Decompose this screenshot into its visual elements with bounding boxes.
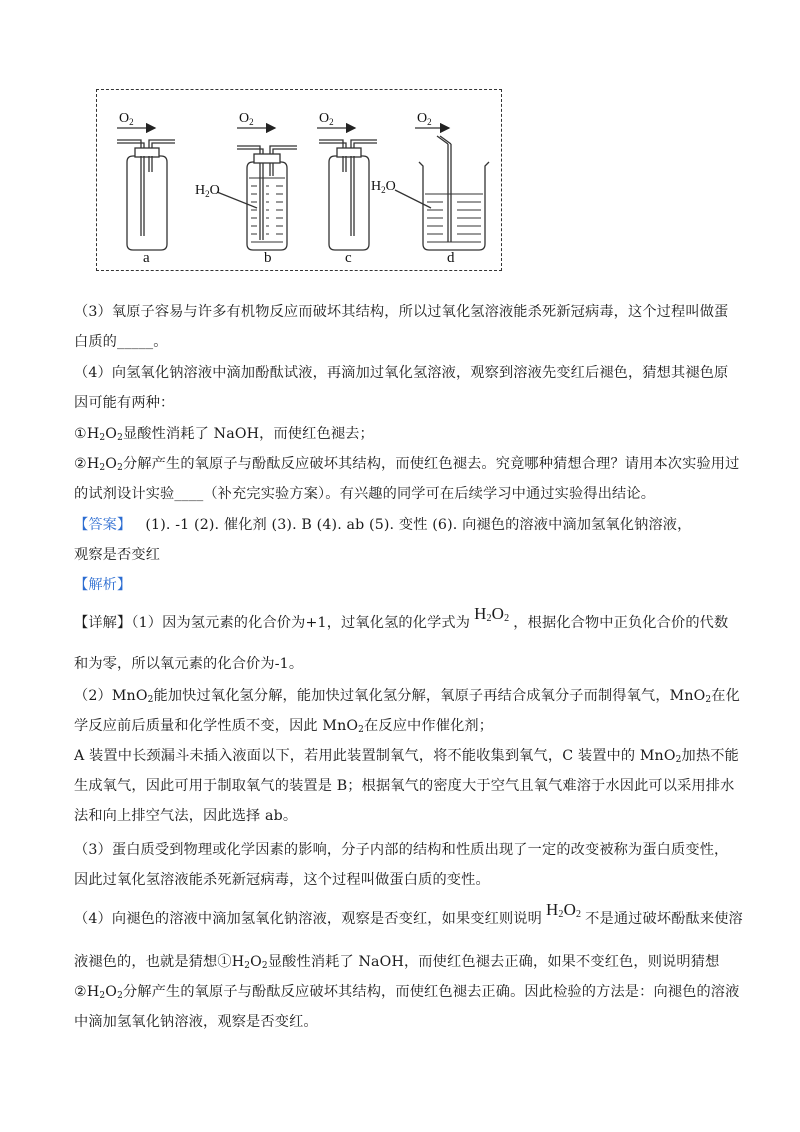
detail-p4-line2: 因此过氧化氢溶液能杀死新冠病毒，这个过程叫做蛋白质的变性。 xyxy=(74,872,490,888)
detail-p3-line1: A 装置中长颈漏斗未插入液面以下，若用此装置制氧气，将不能收集到氧气，C 装置中的 MnO$_2$加热不能 xyxy=(74,748,739,765)
h2o2-formula: $H_2O_2$ xyxy=(474,604,510,624)
o2-label-c: $O_2$ xyxy=(319,111,334,127)
apparatus-drawing xyxy=(97,90,503,272)
label-b: b xyxy=(264,250,272,266)
q3-line2: 白质的_____。 xyxy=(74,334,168,350)
water-d xyxy=(425,194,483,242)
o2-label-d: $O_2$ xyxy=(417,111,432,127)
answer-items: (1). -1 (2). 催化剂 (3). B (4). ab (5). 变性 (6). 向褪色的溶液中滴加氢氧化钠溶液， xyxy=(145,517,692,533)
detail-p3-line2: 生成氧气，因此可用于制取氧气的装置是 B；根据氧气的密度大于空气且氧气难溶于水因此可以采用排水 xyxy=(74,778,735,794)
detail-p2-line2: 学反应前后质量和化学性质不变，因此 MnO$_2$在反应中作催化剂； xyxy=(74,718,494,735)
q4-line2: 因可能有两种： xyxy=(74,395,175,411)
o2-label-b: $O_2$ xyxy=(239,111,254,127)
h2o-label-d: $H_2O$ xyxy=(371,179,396,195)
detail-p1-line2: 和为零，所以氧元素的化合价为-1。 xyxy=(74,656,304,672)
q3-line1: （3）氧原子容易与许多有机物反应而破坏其结构，所以过氧化氢溶液能杀死新冠病毒，这个过程叫做蛋 xyxy=(74,304,729,320)
beaker-d xyxy=(419,136,489,250)
detail-tag: 【详解】 xyxy=(74,615,132,631)
h2o-label-b: $H_2O$ xyxy=(195,183,220,199)
apparatus-figure xyxy=(96,89,502,271)
detail-p3-line3: 法和向上排空气法，因此选择 ab。 xyxy=(74,808,298,824)
label-c: c xyxy=(345,250,352,266)
q4-line1: （4）向氢氧化钠溶液中滴加酚酞试液，再滴加过氧化氢溶液，观察到溶液先变红后褪色，猜想其褪色原 xyxy=(74,365,729,381)
label-d: d xyxy=(447,250,455,266)
detail-p5-line4: 中滴加氢氧化钠溶液，观察是否变红。 xyxy=(74,1014,318,1030)
bottle-c xyxy=(319,140,377,250)
label-a: a xyxy=(143,250,150,266)
detail-p4-line1: （3）蛋白质受到物理或化学因素的影响，分子内部的结构和性质出现了一定的改变被称为蛋白质变性， xyxy=(74,842,729,858)
q4-guess1: $①H_2O_2$显酸性消耗了 NaOH，而使红色褪去； xyxy=(74,426,374,443)
answer-tag: 【答案】 xyxy=(74,517,132,533)
q4-guess2: $②H_2O_2$分解产生的氧原子与酚酞反应破坏其结构，而使红色褪去。究竟哪种猜想合理？请用本次实验用过 xyxy=(74,456,740,473)
detail-p2-line1: （2）MnO$_2$能加快过氧化氢分解，能加快过氧化氢分解，氧原子再结合成氧分子而制得氧气，MnO$_2$在化 xyxy=(74,688,740,705)
answer-line2: 观察是否变红 xyxy=(74,547,161,563)
bottle-a xyxy=(117,140,175,250)
h2o2-formula-2: $H_2O_2$ xyxy=(545,900,582,920)
o2-label-a: $O_2$ xyxy=(119,111,134,127)
water-b xyxy=(249,178,285,242)
analysis-tag: 【解析】 xyxy=(74,577,132,593)
detail-p5-line3: $②H_2O_2$分解产生的氧原子与酚酞反应破坏其结构，而使红色褪去正确。因此检验的方法是：向褪色的溶液 xyxy=(74,984,740,1001)
detail-p5-line2: 液褪色的，也就是猜想$①H_2O_2$显酸性消耗了 NaOH，而使红色褪去正确，如果不变红色，则说明猜想 xyxy=(74,954,720,971)
detail-p5-line1: （4）向褪色的溶液中滴加氢氧化钠溶液，观察是否变红，如果变红则说明 $H_2O_2$ 不是通过破坏酚酞来使溶 xyxy=(74,900,743,927)
answer-line1 xyxy=(74,515,691,535)
detail-p1-line1: 【详解】（1）因为氢元素的化合价为+1，过氧化氢的化学式为 $H_2O_2$ ，根据化合物中正负化合价的代数 xyxy=(74,604,729,631)
q4-line-last: 的试剂设计实验____（补充完实验方案）。有兴趣的同学可在后续学习中通过实验得出结论。 xyxy=(74,486,656,502)
